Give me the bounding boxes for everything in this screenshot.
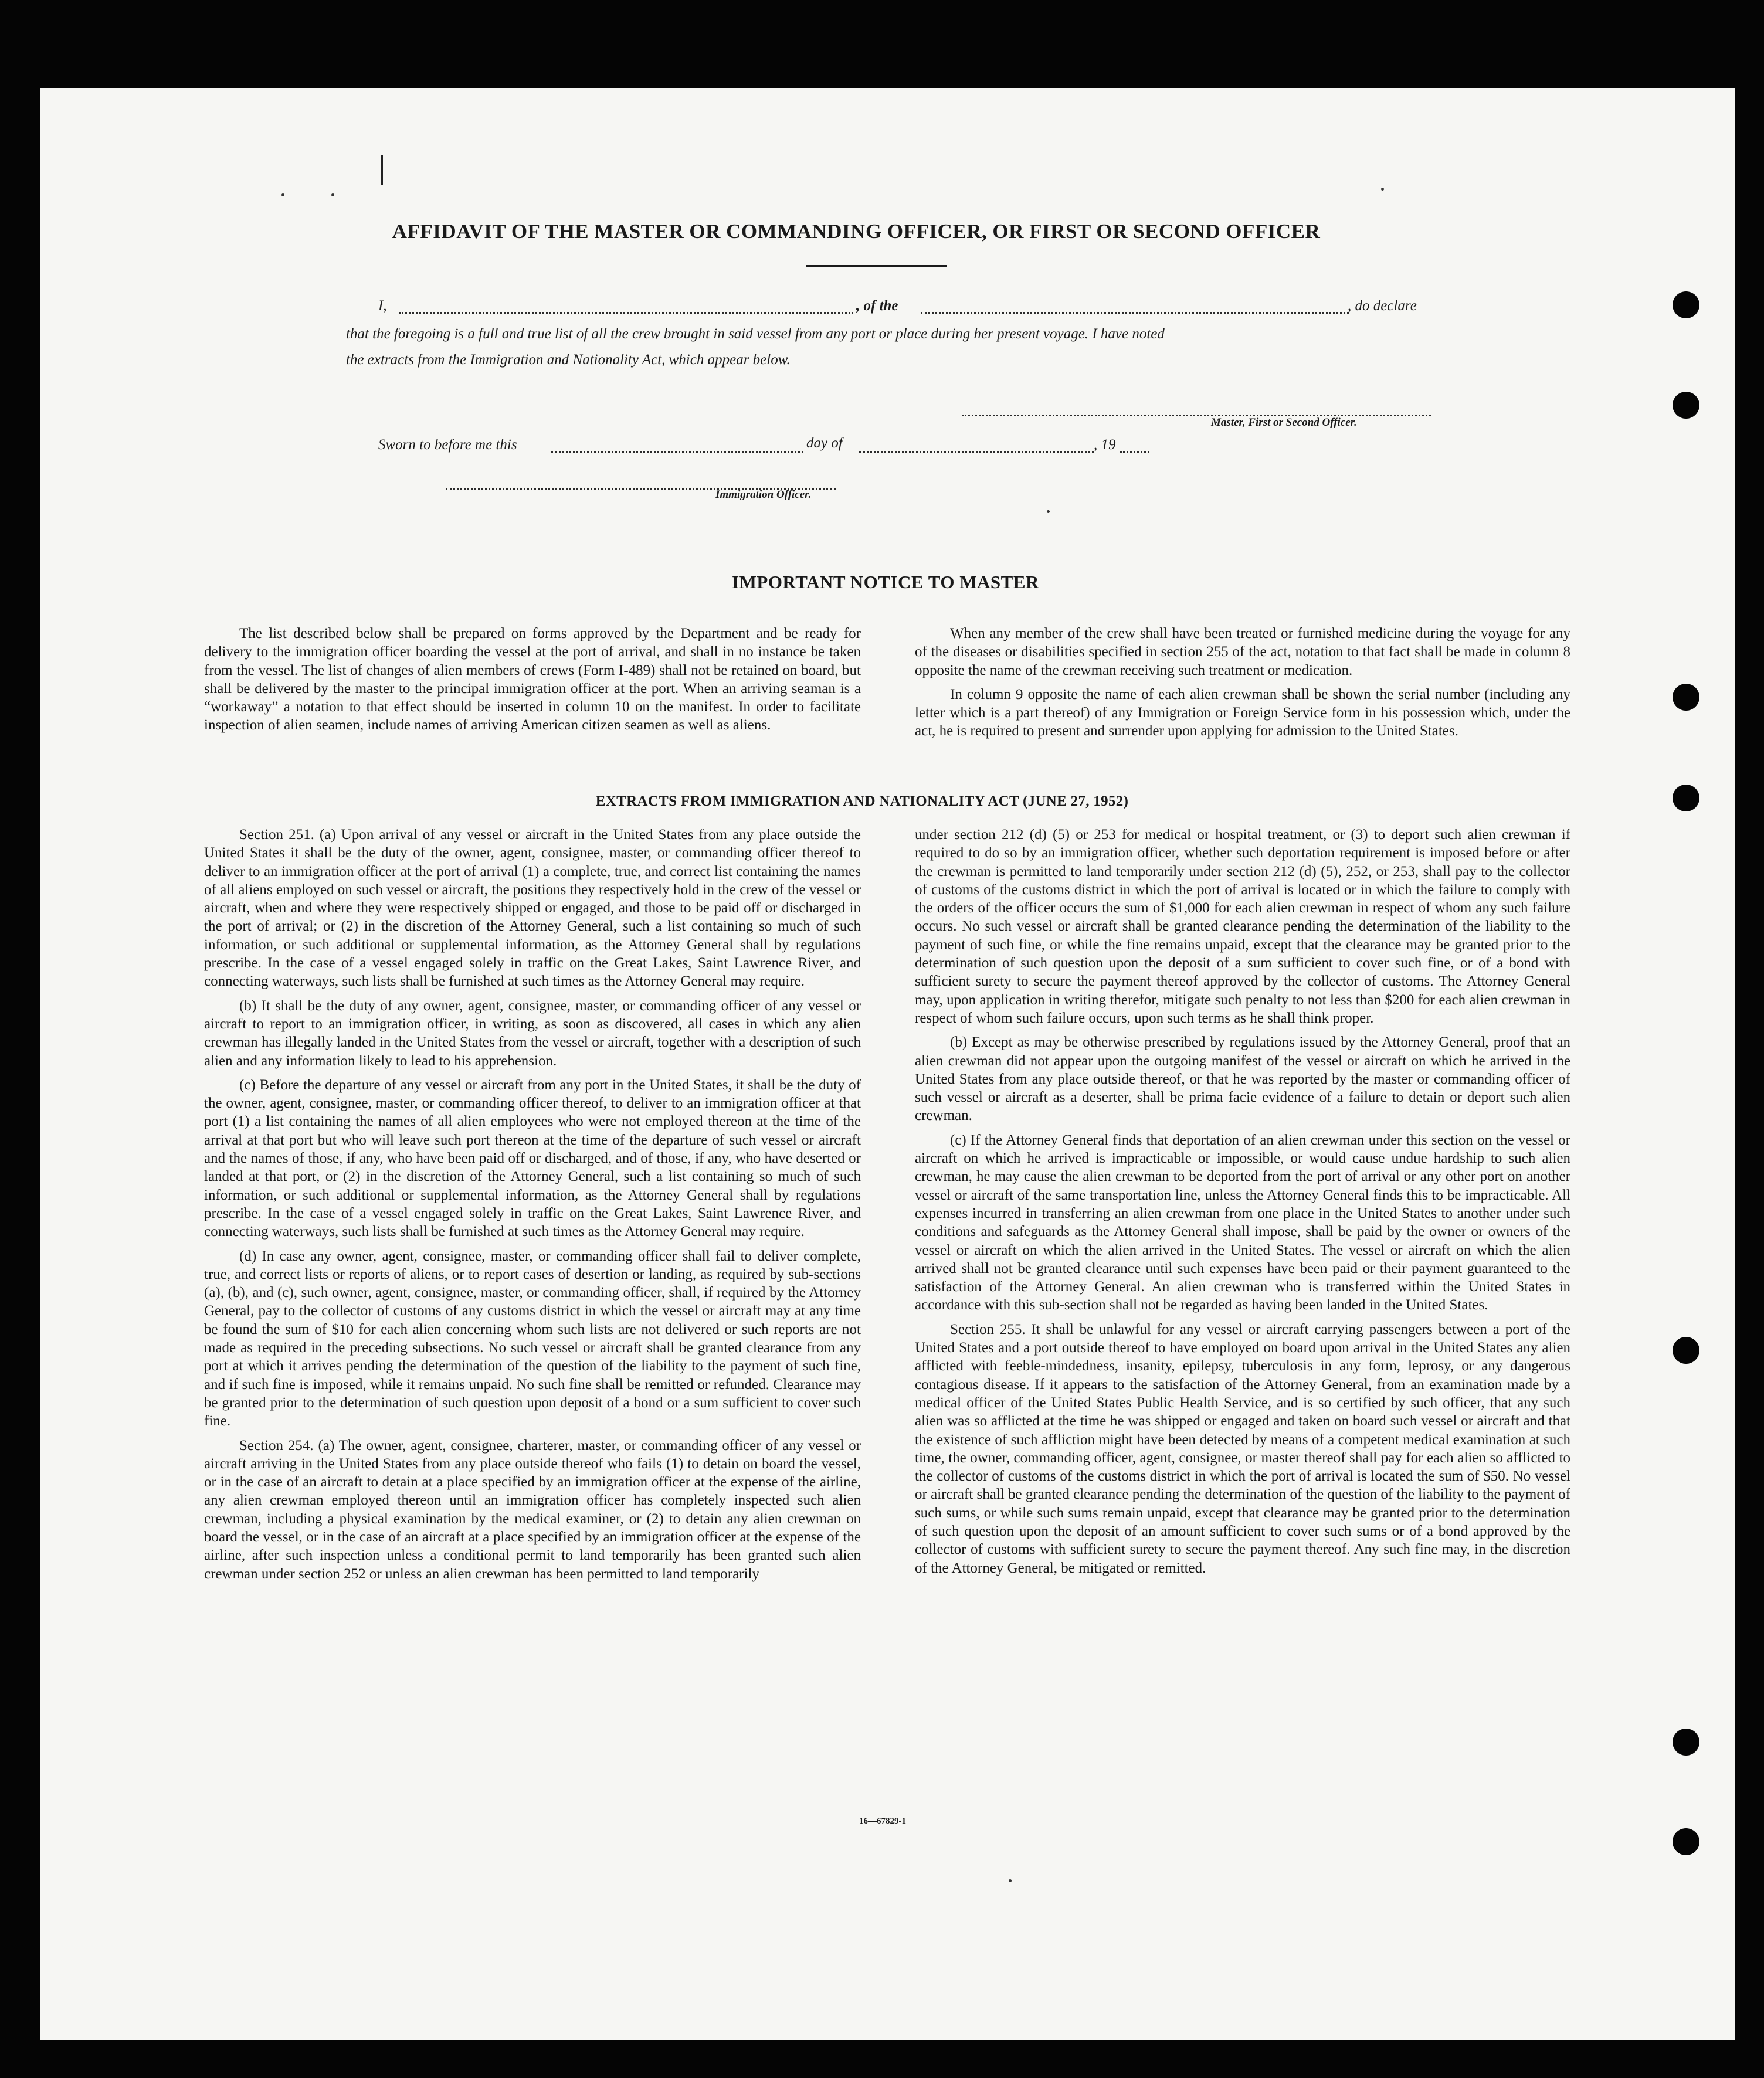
notice-title: IMPORTANT NOTICE TO MASTER [732, 572, 1039, 592]
scan-mark [381, 155, 383, 185]
section-paragraph: Section 255. It shall be unlawful for any vessel or aircraft carrying passengers between a port of the United States and a port outside thereof to have employed on board upon arrival in the United States any alien afflicted with feeble-mindedness, insanity, epilepsy, tuberculosis in any form, leprosy, or any dangerous contagious disease. If it appears to the satisfaction of the Attorney General, from an examination made by a medical officer of the United States Public Health Service, and is so certified by such officer, that any such alien was so afflicted at the time he was shipped or engaged and taken on board such vessel or aircraft and that the existence of such affliction might have been detected by means of a competent medical examination at such time, the owner, commanding officer, agent, consignee, or master thereof shall pay for each alien so afflicted to the collector of customs of the customs district in which the port of arrival is located the sum of $50. No vessel or aircraft shall be granted clearance pending the determination of the question of the liability to the payment of such sums, or while such sums remain unpaid, except that clearance may be granted prior to the determination of such question upon the deposit of an amount sufficient to cover such sums or of a bond approved by the collector of customs with sufficient surety to secure the payment thereof. Any such fine may, in the discretion of the Attorney General, be mitigated or remitted. [915, 1321, 1570, 1576]
extracts-right-column [915, 826, 1570, 1583]
name-field[interactable] [399, 299, 853, 314]
section-paragraph: Section 251. (a) Upon arrival of any vessel or aircraft in the United States from any place outside the United States it shall be the duty of the owner, agent, consignee, master, or commanding officer thereof to deliver to an immigration officer at the port of arrival (1) a complete, true, and correct list containing the names of all aliens employed on such vessel or aircraft, the positions they respectively hold in the crew of the vessel or aircraft, when and where they were respectively shipped or engaged, and those to be paid off or discharged in the port of arrival; or (2) in the discretion of the Attorney General, such a list containing so much of such information, or such additional or supplemental information, as the Attorney General shall by regulations prescribe. In the case of a vessel engaged solely in traffic on the Great Lakes, Saint Lawrence River, and connecting waterways, such lists shall be furnished at such times as the Attorney General may require. [204, 827, 861, 990]
section-paragraph: under section 212 (d) (5) or 253 for medical or hospital treatment, or (3) to deport such alien crewman if required to do so by an immigration officer, whether such deportation requirement is imposed before or after the crewman is permitted to land temporarily under section 212 (d) (5), 252, or 253, shall pay to the collector of customs of the customs district in which the port of arrival is located or in which the failure to comply with the orders of the officer occurs the sum of $1,000 for each alien crewman in respect of whom any such failure occurs. No such vessel or aircraft shall be granted clearance pending the determination of the liability to the payment of such fine, or while the fine remains unpaid, except that the clearance may be granted prior to the determination of such question upon the deposit of a sum sufficient to cover such fine, or of a bond with sufficient surety to secure the payment thereof approved by the collector of customs. The Attorney General may, upon application in writing therefor, mitigate such penalty to not less than $200 for each alien crewman in respect of whom such failure occurs, upon such terms as he shall think proper. [915, 827, 1570, 1026]
section-paragraph: Section 254. (a) The owner, agent, consignee, charterer, master, or commanding officer of any vessel or aircraft arriving in the United States from any place outside thereof who fails (1) to detain on board the vessel, or in the case of an aircraft to detain at a place specified by an immigration officer at the expense of the airline, any alien crewman employed thereon until an immigration officer has completely inspected such alien crewman, including a physical examination by the medical examiner, or (2) to detain any alien crewman on board the vessel, or in the case of an aircraft at a place specified by an immigration officer at the expense of the airline, after such inspection unless a conditional permit to land temporarily has been granted such alien crewman under section 252 or unless an alien crewman has been permitted to land temporarily [204, 1437, 861, 1582]
binder-hole [1673, 1337, 1699, 1364]
declaration-statement-2: the extracts from the Immigration and Nationality Act, which appear below. [346, 352, 791, 368]
of-the-label: , of the [856, 298, 898, 314]
vessel-field[interactable] [921, 299, 1349, 314]
scan-mark [1009, 1879, 1012, 1882]
master-signature-label: Master, First or Second Officer. [1211, 416, 1357, 429]
binder-hole [1673, 1828, 1699, 1855]
scan-mark [281, 193, 284, 196]
scan-mark [1047, 510, 1050, 513]
immigration-officer-signature-field[interactable] [446, 475, 836, 490]
sworn-month-field[interactable] [859, 439, 1094, 453]
binder-hole [1673, 392, 1699, 419]
sworn-day-field[interactable] [551, 439, 803, 453]
master-signature-field[interactable] [962, 402, 1431, 416]
notice-right-column [915, 624, 1570, 746]
scan-mark [331, 193, 334, 196]
binder-hole [1673, 1729, 1699, 1756]
section-paragraph: (d) In case any owner, agent, consignee, master, or commanding officer shall fail to deliver complete, true, and correct lists or reports of aliens, or to report cases of desertion or landing, as required by sub-sections (a), (b), and (c), such owner, agent, consignee, master, or commanding officer, shall, if required by the Attorney General, pay to the collector of customs of any customs district in which the vessel or aircraft may at any time be found the sum of $10 for each alien concerning whom such lists are not delivered or such reports are not made as required in the preceding subsections. No such vessel or aircraft shall be granted clearance from any port at which it arrives pending the determination of the question of the liability to the payment of such fine, and if such fine is imposed, while it remains unpaid. No such fine shall be remitted or refunded. Clearance may be granted prior to the determination of such question upon deposit of a bond or a sum sufficient to cover such fine. [204, 1248, 861, 1430]
sworn-year-field[interactable] [1120, 439, 1149, 453]
notice-paragraph: In column 9 opposite the name of each alien crewman shall be shown the serial number (including any letter which is a part thereof) of any Immigration or Foreign Service form in his possession which, under the act, he is required to present and surrender upon applying for admission to the United States. [915, 686, 1570, 739]
section-paragraph: (c) Before the departure of any vessel or aircraft from any port in the United States, it shall be the duty of the owner, agent, consignee, master, or commanding officer thereof, to deliver to an immigration officer at that port (1) a list containing the names of all alien employees who were not employed thereon at the time of the arrival at that port but who will leave such port thereon at the time of the departure of such vessel or aircraft and the names of those, if any, who have been paid off or discharged, and of those, if any, who have deserted or landed at that port, or (2) in the discretion of the Attorney General, such a list containing so much of such information, or such additional or supplemental information, as the Attorney General shall by regulations prescribe. In the case of a vessel engaged solely in traffic on the Great Lakes, Saint Lawrence River, and connecting waterways, such lists shall be furnished at such times as the Attorney General may require. [204, 1077, 861, 1240]
sworn-label: Sworn to before me this [378, 437, 517, 453]
notice-left-column [204, 624, 861, 741]
declaration-statement-1: that the foregoing is a full and true list of all the crew brought in said vessel from any port or place during her present voyage. I have noted [346, 326, 1165, 342]
form-number: 16—67829-1 [859, 1816, 906, 1826]
extracts-title: EXTRACTS FROM IMMIGRATION AND NATIONALITY ACT (JUNE 27, 1952) [595, 793, 1129, 809]
section-paragraph: (b) It shall be the duty of any owner, agent, consignee, master, or commanding officer of any vessel or aircraft to report to an immigration officer, in writing, as soon as discovered, all cases in which any alien crewman has illegally landed in the United States from the vessel or aircraft, together with a description of such alien and any information likely to lead to his apprehension. [204, 997, 861, 1069]
affidavit-title: AFFIDAVIT OF THE MASTER OR COMMANDING OFFICER, OR FIRST OR SECOND OFFICER [392, 220, 1321, 243]
section-paragraph: (c) If the Attorney General finds that deportation of an alien crewman under this section on the vessel or aircraft on which he arrived is impracticable or impossible, or would cause undue hardship to such alien crewman, he may cause the alien crewman to be deported from the port of arrival or any other port on another vessel or aircraft of the same transportation line, unless the Attorney General finds this to be impracticable. All expenses incurred in transferring an alien crewman from one place in the United States to another under such conditions and safeguards as the Attorney General shall impose, shall be paid by the owner or owners of the vessel or aircraft on which the alien arrived in the United States. The vessel or aircraft on which the alien arrived shall not be granted clearance until such expenses have been paid or their payment guaranteed to the satisfaction of the Attorney General. An alien crewman who is transferred within the United States in accordance with this sub-section shall not be regarded as having been landed in the United States. [915, 1132, 1570, 1313]
immigration-officer-label: Immigration Officer. [715, 488, 812, 501]
notice-paragraph: When any member of the crew shall have been treated or furnished medicine during the voyage for any of the diseases or disabilities specified in section 255 of the act, notation to that fact shall be made in column 8 opposite the name of the crewman receiving such treatment or medication. [915, 626, 1570, 678]
binder-hole [1673, 785, 1699, 811]
day-of-label: day of [806, 435, 843, 451]
notice-paragraph: The list described below shall be prepared on forms approved by the Department and be ready for delivery to the immigration officer boarding the vessel at the port of arrival, and shall in no instance be taken from the vessel. The list of changes of alien members of crews (Form I-489) shall not be retained on board, but shall be delivered by the master to the principal immigration officer at the port. When an arriving seaman is a “workaway” a notation to that effect should be inserted in column 10 on the manifest. In order to facilitate inspection of alien seamen, include names of arriving American citizen seamen as well as aliens. [204, 626, 861, 734]
declaration-i: I, [378, 298, 387, 314]
title-rule [806, 265, 947, 267]
year-label: , 19 [1094, 437, 1116, 453]
section-paragraph: (b) Except as may be otherwise prescribed by regulations issued by the Attorney General, proof that an alien crewman did not appear upon the outgoing manifest of the vessel or aircraft on which he arrived in the United States from any place outside thereof, or that he was reported by the master or commanding officer of such vessel or aircraft as a deserter, shall be prima facie evidence of a failure to detain or deport such alien crewman. [915, 1034, 1570, 1124]
binder-hole [1673, 291, 1699, 318]
scan-mark [1381, 188, 1384, 191]
do-declare-label: , do declare [1348, 298, 1417, 314]
extracts-left-column [204, 826, 861, 1589]
binder-hole [1673, 684, 1699, 711]
